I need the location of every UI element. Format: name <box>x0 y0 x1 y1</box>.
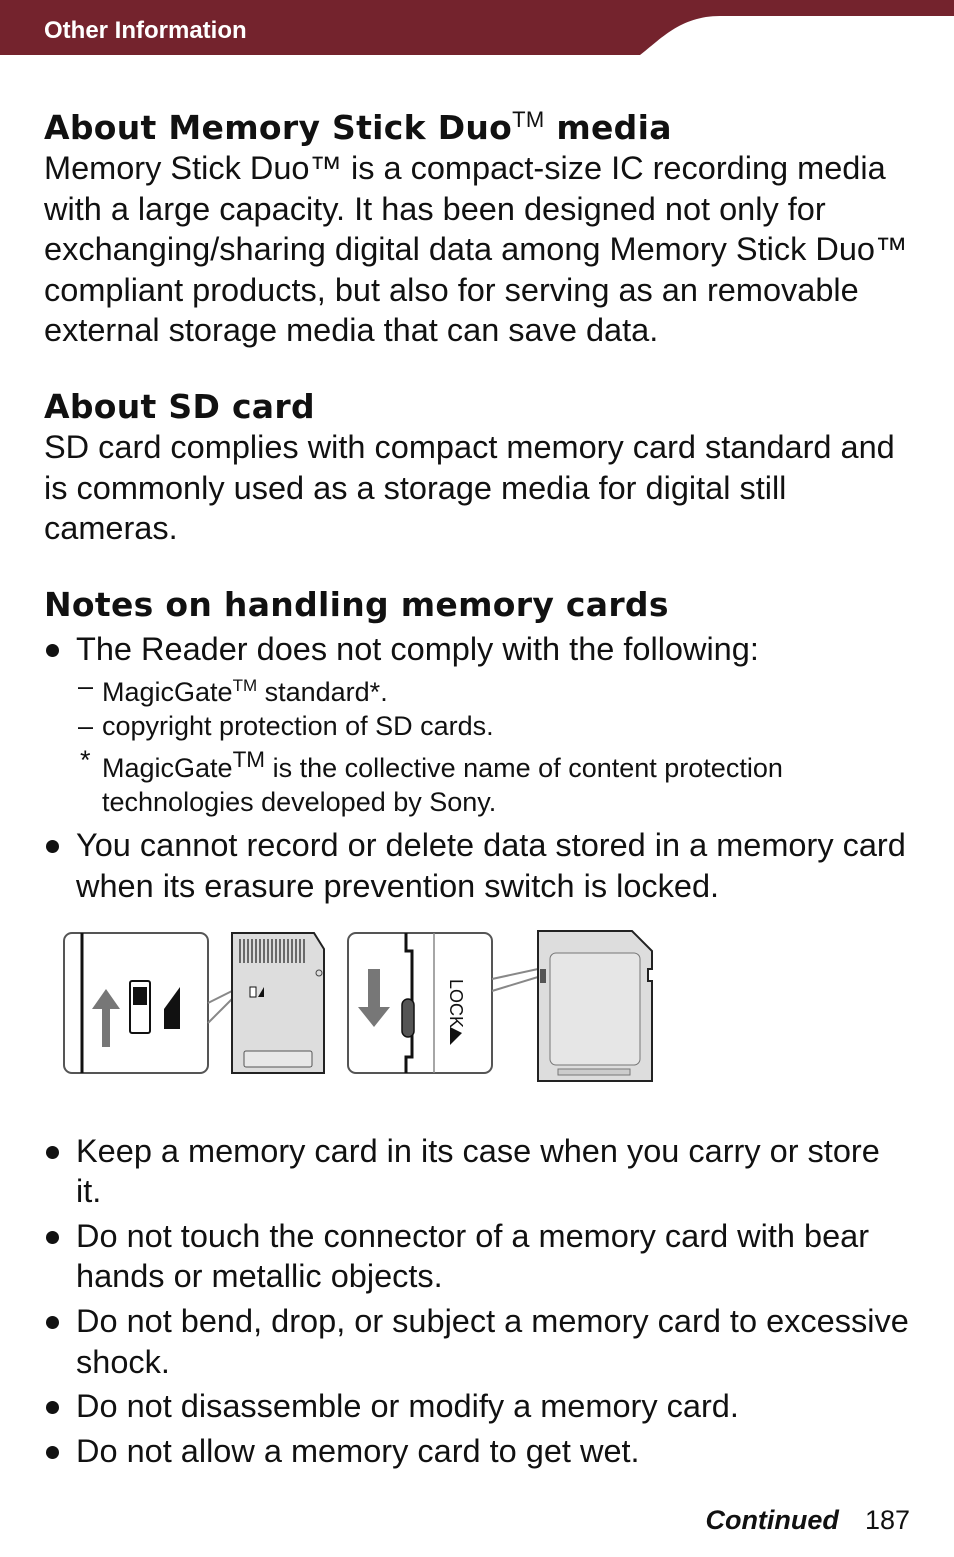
bullet-dot-icon <box>46 1231 59 1244</box>
lock-switch-illustration <box>44 907 914 1127</box>
page-header <box>0 0 954 60</box>
bullet-dot-icon <box>46 644 59 657</box>
list-item: The Reader does not comply with the following: <box>44 629 914 670</box>
lock-label: LOCK <box>446 978 466 1028</box>
list-item: Do not disassemble or modify a memory card. <box>44 1386 914 1427</box>
section-title-notes: Notes on handling memory cards <box>44 584 669 624</box>
section-title-memory-stick: About Memory Stick Duo™ media <box>44 107 672 147</box>
memory-stick-body: Memory Stick Duo™ is a compact-size IC recording media with a large capacity. It has been designed not only for exchanging/sharing digital data among Memory Stick Duo™ compliant products, but also for serving as an removable external storage media that can save data. <box>44 150 908 349</box>
section-memory-stick <box>44 100 914 351</box>
page-footer <box>0 1505 910 1536</box>
bullet-dot-icon <box>46 1316 59 1329</box>
list-item: Keep a memory card in its case when you carry or store it. <box>44 1131 914 1212</box>
sub-item-copyright: – copyright protection of SD cards. <box>78 711 494 742</box>
list-item: Do not allow a memory card to get wet. <box>44 1431 914 1472</box>
sd-card-body: SD card complies with compact memory card standard and is commonly used as a storage media for digital still cameras. <box>44 428 895 547</box>
section-sd-card <box>44 387 914 549</box>
bullet-dot-icon <box>46 1401 59 1414</box>
bullet-dot-icon <box>46 1446 59 1459</box>
list-item: Do not bend, drop, or subject a memory card to excessive shock. <box>44 1301 914 1382</box>
header-title: Other Information <box>44 17 247 44</box>
page-number: 187 <box>864 1505 910 1535</box>
page-content <box>44 100 914 1471</box>
notes-list <box>44 629 914 670</box>
list-item: You cannot record or delete data stored in a memory card when its erasure prevention switch is locked. <box>44 825 914 906</box>
memory-stick-duo-card <box>232 933 324 1073</box>
list-item: Do not touch the connector of a memory card with bear hands or metallic objects. <box>44 1216 914 1297</box>
memory-card-lock-diagram <box>62 929 682 1089</box>
memory-stick-lock-zoom <box>64 933 240 1073</box>
bullet-dot-icon <box>46 840 59 853</box>
sd-card <box>538 931 652 1081</box>
footnote-magicgate: * MagicGate™ is the collective name of content protection technologies developed by Sony. <box>80 745 783 818</box>
continued-label: Continued <box>705 1505 839 1535</box>
section-notes <box>44 585 914 1472</box>
section-title-sd-card: About SD card <box>44 386 315 426</box>
handling-list <box>44 1131 914 1472</box>
sub-item-magicgate: – MagicGate™ standard*. <box>78 671 388 708</box>
bullet-dot-icon <box>46 1146 59 1159</box>
sd-card-lock-zoom <box>348 933 538 1073</box>
notes-list-locked <box>44 825 914 906</box>
